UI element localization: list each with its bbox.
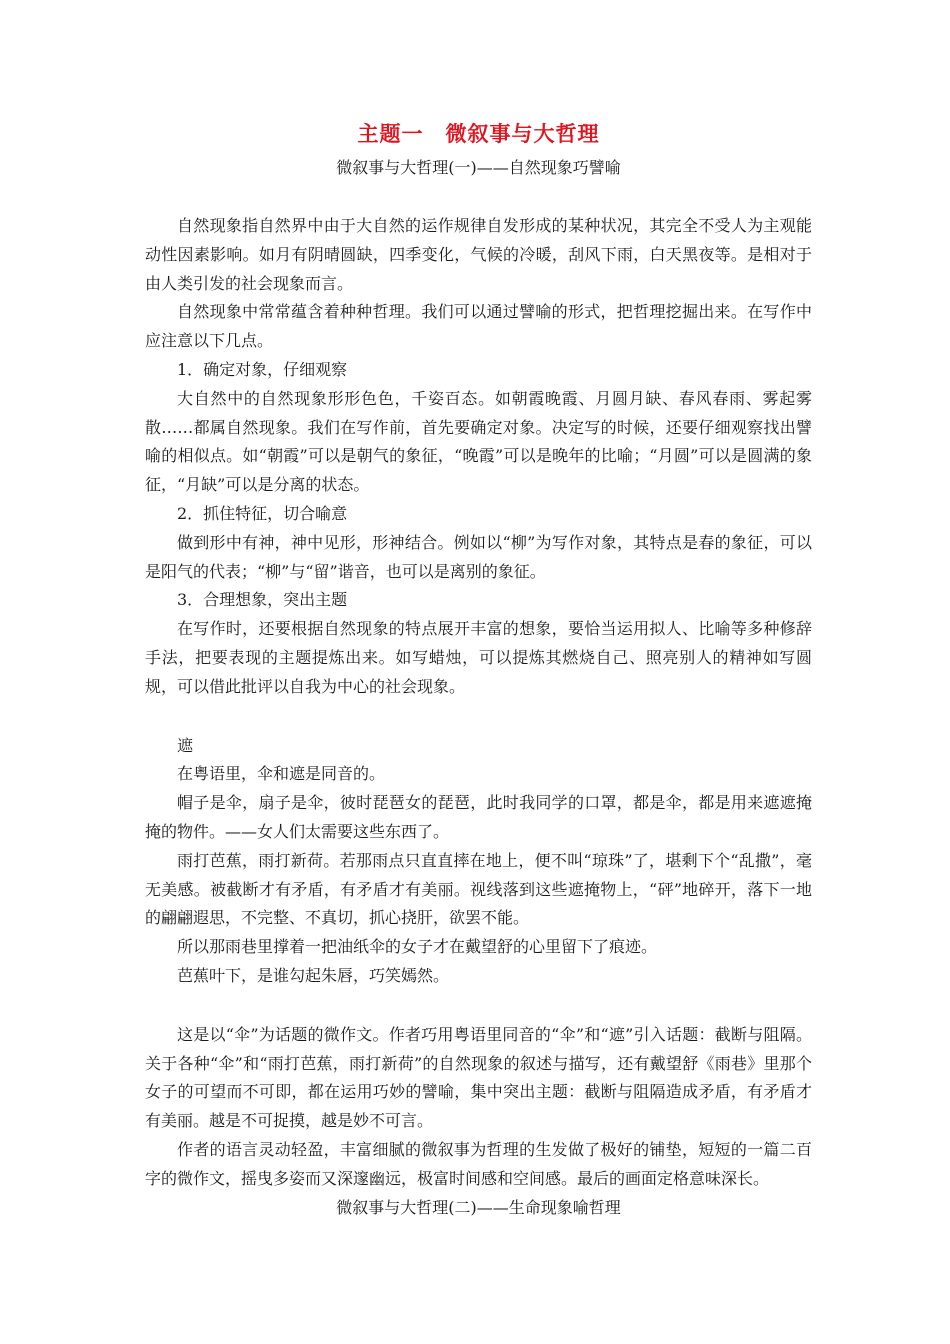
intro-paragraph-4: 做到形中有神，神中见形，形神结合。例如以“柳”为写作对象，其特点是春的象征，可以是阳气的代表；“柳”与“留”谐音，也可以是离别的象征。 [145,532,812,581]
essay-paragraph-3: 雨打芭蕉，雨打新荷。若那雨点只直直摔在地上，便不叫“琼珠”了，堪剩下个“乱撒”，毫无美感。被截断才有矛盾，有矛盾才有美丽。视线落到这些遮掩物上，“砰”地碎开，落下一地的翩翩遐思，不完整、不真切，抓心挠肝，欲罢不能。 [145,850,812,928]
intro-paragraph-5: 在写作时，还要根据自然现象的特点展开丰富的想象，要恰当运用拟人、比喻等多种修辞手法，把要表现的主题提炼出来。如写蜡烛，可以提炼其燃烧自己、照亮别人的精神如写圆规，可以借此批评以自我为中心的社会现象。 [145,619,812,696]
spacer [145,991,812,1021]
page-title: 主题一 微叙事与大哲理 [357,122,600,146]
essay-title: 遮 [177,735,194,755]
essay-paragraph-4: 所以那雨巷里撑着一把油纸伞的女子才在戴望舒的心里留下了痕迹。 [177,937,658,957]
essay-paragraph-5: 芭蕉叶下，是谁勾起朱唇，巧笑嫣然。 [177,965,450,985]
commentary-paragraph-2: 作者的语言灵动轻盈，丰富细腻的微叙事为哲理的生发做了极好的铺垫，短短的一篇二百字的微作文，摇曳多姿而又深邃幽远，极富时间感和空间感。最后的画面定格意味深长。 [145,1139,812,1188]
spacer [145,182,812,212]
intro-paragraph-2: 自然现象中常常蕴含着种种哲理。我们可以通过譬喻的形式，把哲理挖掘出来。在写作中应注意以下几点。 [145,302,812,351]
essay-paragraph-2: 帽子是伞，扇子是伞，彼时琵琶女的琵琶，此时我同学的口罩，都是伞，都是用来遮遮掩掩的物件。——女人们太需要这些东西了。 [145,793,812,841]
section-subtitle: 微叙事与大哲理(一)——自然现象巧譬喻 [336,158,621,177]
point-heading-2: 2．抓住特征，切合喻意 [177,503,348,523]
spacer [145,702,812,732]
intro-paragraph-3: 大自然中的自然现象形形色色，千姿百态。如朝霞晚霞、月圆月缺、春风春雨、雾起雾散……都属自然现象。我们在写作前，首先要确定对象。决定写的时候，还要仔细观察找出譬喻的相似点。如“朝霞”可以是朝气的象征，“晚霞”可以是晚年的比喻；“月圆”可以是圆满的象征，“月缺”可以是分离的状态。 [145,388,812,495]
essay-paragraph-1: 在粤语里，伞和遮是同音的。 [177,764,386,784]
point-heading-1: 1．确定对象，仔细观察 [177,359,348,379]
point-heading-3: 3．合理想象，突出主题 [177,590,348,610]
commentary-paragraph-1: 这是以“伞”为话题的微作文。作者巧用粤语里同音的“伞”和“遮”引入话题：截断与阻隔。关于各种“伞”和“雨打芭蕉，雨打新荷”的自然现象的叙述与描写，还有戴望舒《雨巷》里那个女子的可望而不可即，都在运用巧妙的譬喻，集中突出主题：截断与阻隔造成矛盾，有矛盾才有美丽。越是不可捉摸，越是妙不可言。 [145,1024,812,1131]
next-section-subtitle: 微叙事与大哲理(二)——生命现象喻哲理 [336,1197,621,1217]
intro-paragraph-1: 自然现象指自然界中由于大自然的运作规律自发形成的某种状况，其完全不受人为主观能动性因素影响。如月有阴晴圆缺，四季变化，气候的冷暖，刮风下雨，白天黑夜等。是相对于由人类引发的社会现象而言。 [145,216,812,293]
